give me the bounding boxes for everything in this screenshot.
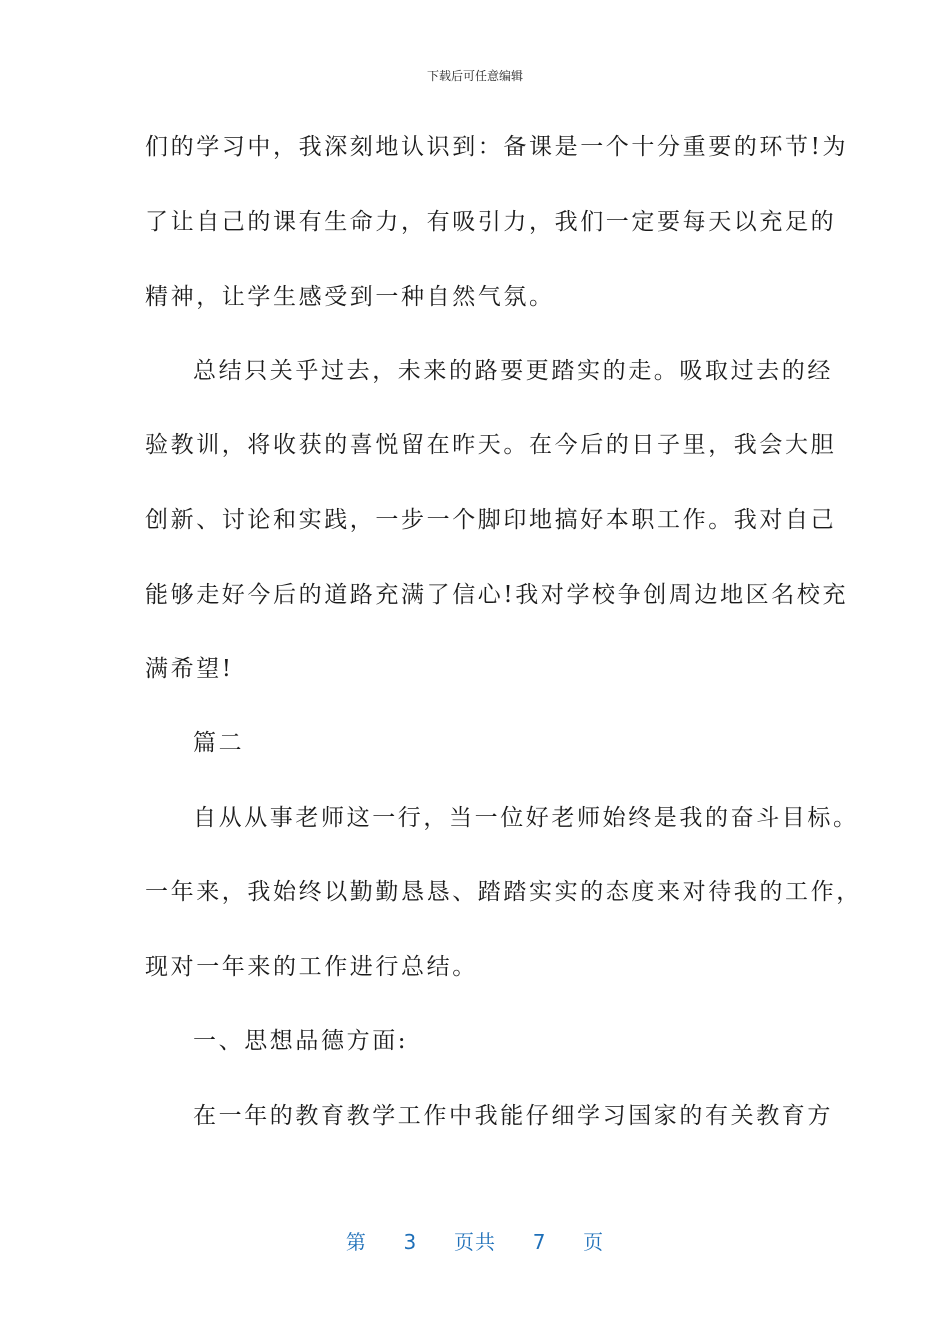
body-line: 满希望!	[145, 656, 234, 682]
total-pages-number: 7	[532, 1230, 547, 1254]
body-line: 自从从事老师这一行，当一位好老师始终是我的奋斗目标。	[193, 805, 859, 831]
body-line: 在一年的教育教学工作中我能仔细学习国家的有关教育方	[193, 1103, 833, 1129]
body-line: 们的学习中，我深刻地认识到：备课是一个十分重要的环节!为	[145, 134, 849, 160]
footer-prefix: 第	[345, 1230, 367, 1254]
section-heading: 篇二	[193, 730, 245, 756]
body-line: 一年来，我始终以勤勤恳恳、踏踏实实的态度来对待我的工作，	[145, 879, 862, 905]
current-page-number: 3	[403, 1230, 418, 1254]
page-footer	[0, 1226, 950, 1255]
body-line: 精神，让学生感受到一种自然气氛。	[145, 284, 555, 310]
body-line: 现对一年来的工作进行总结。	[145, 954, 478, 980]
body-line: 了让自己的课有生命力，有吸引力，我们一定要每天以充足的	[145, 209, 837, 235]
footer-mid: 页共	[454, 1230, 496, 1254]
subsection-heading: 一、思想品德方面:	[193, 1028, 409, 1054]
footer-suffix: 页	[583, 1230, 605, 1254]
body-line: 验教训，将收获的喜悦留在昨天。在今后的日子里，我会大胆	[145, 432, 837, 458]
body-line: 创新、讨论和实践，一步一个脚印地搞好本职工作。我对自己	[145, 507, 837, 533]
body-line: 总结只关乎过去，未来的路要更踏实的走。吸取过去的经	[193, 358, 833, 384]
body-line: 能够走好今后的道路充满了信心!我对学校争创周边地区名校充	[145, 582, 849, 608]
page-header: 下载后可任意编辑	[426, 69, 523, 83]
